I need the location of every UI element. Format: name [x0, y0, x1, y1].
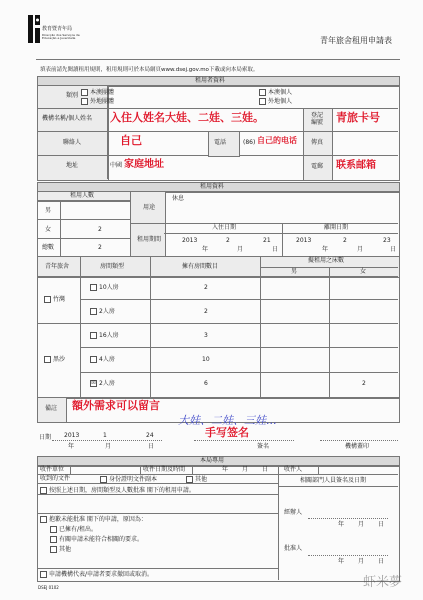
approver-day: 日 — [378, 558, 385, 565]
checkin-year-unit: 年 — [202, 246, 209, 253]
checkbox-reason-other[interactable] — [50, 546, 57, 553]
female-value[interactable]: 2 — [98, 226, 102, 233]
checkbox-reason-requirements[interactable] — [50, 536, 57, 543]
handler-month: 月 — [358, 521, 365, 528]
col-male: 男 — [291, 268, 298, 275]
name-value[interactable]: 入住人姓名大娃、二娃、三娃。 — [110, 111, 264, 124]
checkbox-room-16[interactable] — [90, 332, 97, 339]
reject-text: 抱歉未能批准 閣下的申請，原因為： — [49, 516, 147, 523]
contact-value[interactable]: 自己 — [120, 134, 142, 147]
approve-text: 按照上述日期，房間類型及人數批准 閣下的租用申請。 — [49, 487, 195, 494]
room-10-count: 2 — [204, 284, 208, 291]
option-foreign-group: 外地團體 — [90, 98, 115, 105]
checkin-month-unit: 月 — [237, 246, 244, 253]
purpose-label: 用途 — [143, 204, 156, 211]
checkbox-hostel-chuk-wan[interactable] — [44, 296, 51, 303]
checkbox-reason-taken[interactable] — [50, 526, 57, 533]
approver-month: 月 — [358, 558, 365, 565]
option-local-group: 本澳團體 — [90, 89, 115, 96]
purpose-value[interactable]: 休息 — [172, 195, 185, 202]
applicant-section-title: 租用者資料 — [195, 77, 226, 84]
checkbox-reject[interactable] — [40, 516, 47, 523]
checkout-day-unit: 日 — [390, 246, 397, 253]
checkbox-approve[interactable] — [40, 487, 47, 494]
reason-other: 其他 — [59, 546, 72, 553]
address-label: 地址 — [66, 162, 79, 169]
checkout-month[interactable]: 2 — [343, 237, 347, 244]
category-label: 類別 — [66, 92, 79, 99]
col-owned: 擁有房間數目 — [182, 263, 219, 270]
checkin-month[interactable]: 2 — [226, 237, 230, 244]
checkin-year[interactable]: 2013 — [182, 237, 198, 244]
name-label: 機構名稱/個人姓名 — [42, 115, 93, 122]
checkbox-room-2-hac-sa[interactable]: ☒ — [91, 380, 96, 386]
col-hostel: 青年旅舍 — [45, 263, 70, 270]
room-type-2-hac-sa: 2人房 — [99, 380, 115, 387]
reg-label: 登記編號 — [311, 112, 324, 126]
male-label: 男 — [45, 207, 52, 214]
checkout-year-unit: 年 — [322, 246, 329, 253]
phone-value[interactable]: 自己的电话 — [257, 136, 297, 145]
remarks-value[interactable]: 額外需求可以留言 — [72, 399, 160, 412]
room-type-10: 10人房 — [99, 284, 119, 291]
room-4-count: 10 — [202, 356, 210, 363]
checkin-day[interactable]: 21 — [263, 237, 271, 244]
checkbox-foreign-group[interactable] — [81, 98, 88, 105]
handler-day: 日 — [378, 521, 385, 528]
col-planned: 擬租用之床數 — [308, 257, 345, 264]
hostel-hac-sa: 黑沙 — [53, 356, 66, 363]
phone-prefix: (86) — [243, 139, 256, 146]
option-foreign-individual: 外地個人 — [268, 98, 293, 105]
checkbox-room-4[interactable] — [90, 356, 97, 363]
reason-requirements: 有關申請未能符合相關的要求。 — [59, 536, 144, 543]
cancel-text: 申請機構代表/申請者要求撤回或取消。 — [49, 571, 154, 578]
hostel-chuk-wan: 竹灣 — [53, 296, 66, 303]
signature-note[interactable]: 手写签名 — [205, 426, 249, 439]
checkout-label: 離開日期 — [324, 224, 349, 231]
org-name-zh: 教育暨青年局 — [42, 26, 73, 32]
docs-received-label: 收到的文件 — [40, 475, 71, 482]
form-code: DSEJ 0102 — [38, 585, 59, 590]
org-name-pt: Direcção dos Serviços de Educação e Juventude — [42, 33, 80, 41]
address-prefix: 中國 — [110, 162, 123, 169]
checkin-day-unit: 日 — [272, 246, 279, 253]
office-year: 年 — [222, 466, 229, 473]
total-label: 總數 — [42, 244, 55, 251]
date-year[interactable]: 2013 — [64, 432, 80, 439]
checkout-year[interactable]: 2013 — [296, 237, 312, 244]
fax-label: 傳真 — [311, 139, 324, 146]
room-type-2-chuk-wan: 2人房 — [99, 308, 115, 315]
reg-value[interactable]: 青旅卡号 — [336, 111, 380, 124]
office-section-title: 本局專用 — [200, 457, 225, 464]
date-month[interactable]: 1 — [103, 432, 107, 439]
sign-label: 簽名 — [257, 443, 270, 450]
seal-label: 機構蓋印 — [345, 443, 370, 450]
reason-taken: 已擁有/租出。 — [59, 526, 98, 533]
col-room-type: 房間類型 — [100, 263, 125, 270]
handler-label: 經辦人 — [284, 509, 303, 516]
date-year-unit: 年 — [68, 443, 75, 450]
checkbox-room-10[interactable] — [90, 284, 97, 291]
contact-label: 聯絡人 — [63, 139, 82, 146]
watermark: 虾米夢 — [363, 575, 403, 590]
receiver-label: 收件人 — [284, 466, 303, 473]
date-day-unit: 日 — [148, 443, 155, 450]
period-label: 租用期間 — [137, 236, 162, 243]
room-type-16: 16人房 — [99, 332, 119, 339]
checkin-label: 入住日期 — [212, 224, 237, 231]
receive-unit-label: 收件單位 — [40, 466, 65, 473]
office-day: 日 — [262, 466, 269, 473]
checkout-day[interactable]: 23 — [383, 237, 391, 244]
checkout-month-unit: 月 — [357, 246, 364, 253]
doc-other-label: 其他 — [195, 476, 208, 483]
phone-label: 電話 — [214, 139, 227, 146]
dsej-logo — [28, 15, 40, 43]
option-local-individual: 本澳個人 — [268, 89, 293, 96]
date-month-unit: 月 — [105, 443, 112, 450]
checkbox-hostel-hac-sa[interactable] — [44, 356, 51, 363]
receive-time-label: 收件日期及時間 — [143, 466, 186, 473]
handwritten-names: 大娃、二娃、三娃... — [178, 414, 277, 427]
approver-label: 批准人 — [284, 545, 303, 552]
room-16-count: 3 — [204, 332, 208, 339]
handler-year: 年 — [338, 521, 345, 528]
room-2-hac-sa-count: 6 — [204, 380, 208, 387]
checkbox-doc-other[interactable] — [186, 476, 193, 483]
checkbox-cancel[interactable] — [40, 571, 47, 578]
approver-year: 年 — [338, 558, 345, 565]
office-month: 月 — [242, 466, 249, 473]
email-value[interactable]: 联系邮箱 — [336, 160, 376, 171]
email-label: 電郵 — [311, 163, 324, 170]
total-value[interactable]: 2 — [98, 244, 102, 251]
room-2-chuk-wan-count: 2 — [204, 308, 208, 315]
checkbox-local-group[interactable] — [81, 89, 88, 96]
dept-title: 相關部門人員簽名及日期 — [300, 477, 367, 484]
checkbox-local-individual[interactable] — [259, 89, 266, 96]
checkbox-foreign-individual[interactable] — [259, 98, 266, 105]
date-day[interactable]: 24 — [146, 432, 154, 439]
room-type-4: 4人房 — [99, 356, 115, 363]
room-2-hac-sa-female-beds[interactable]: 2 — [362, 380, 366, 387]
address-value[interactable]: 家庭地址 — [124, 159, 164, 170]
female-label: 女 — [45, 226, 52, 233]
col-female: 女 — [360, 268, 367, 275]
count-title: 租用人數 — [70, 192, 95, 199]
checkbox-room-2-chuk-wan[interactable] — [90, 308, 97, 315]
date-label: 日期 — [39, 434, 52, 441]
remarks-label: 備註 — [45, 405, 58, 412]
doc-id-label: 身份證明文件副本 — [109, 476, 158, 483]
checkbox-doc-id[interactable] — [100, 476, 107, 483]
form-title: 青年旅舍租用申請表 — [320, 36, 392, 45]
instruction-text: 填表前請先閱讀租用規則，租用規則可於本局網頁www.dsej.gov.mo下載或向本局索取。 — [40, 67, 259, 73]
rental-section-title: 租用資料 — [200, 183, 225, 190]
